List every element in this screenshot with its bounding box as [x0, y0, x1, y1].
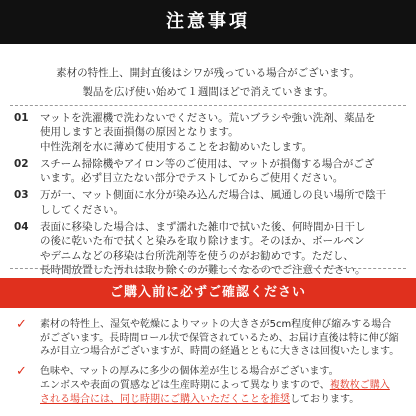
item-text	[40, 188, 406, 217]
item-line: 表面に移染した場合は、まず濡れた雑巾で拭いた後、何時間か日干し	[40, 221, 366, 234]
item-line: スチーム掃除機やアイロン等のご使用は、マットが損傷する場合がござ	[40, 157, 375, 170]
item-number: 04	[14, 221, 29, 234]
note-line: 色味や、マットの厚みに多少の個体差が生じる場合がございます。	[40, 366, 339, 378]
intro-text	[0, 64, 416, 102]
item-number: 03	[14, 189, 29, 202]
note-line: がございます。長時間ロール状で保管されているため、お届け直後は特に伸び縮	[40, 332, 399, 344]
page-title: 注意事項	[0, 0, 416, 44]
intro-line: 素材の特性上、開封直後はシワが残っている場合がございます。	[56, 67, 360, 79]
note-highlight: される場合には、同じ時期にご購入いただくことを推奨	[40, 393, 290, 405]
item-line: 中性洗剤を水に薄めて使用することをお勧めいたします。	[40, 140, 313, 153]
divider	[10, 268, 406, 269]
note-item	[16, 318, 408, 359]
caution-item-01	[14, 111, 406, 154]
caution-item-03	[14, 188, 406, 217]
caution-item-02	[14, 157, 406, 186]
note-line	[40, 379, 408, 393]
note-line	[40, 393, 408, 407]
item-number: 02	[14, 157, 29, 170]
note-text	[40, 318, 408, 359]
item-line: 使用しますと表面損傷の原因となります。	[40, 126, 239, 139]
divider	[10, 105, 406, 106]
note-line: みが目立つ場合がございますが、時間の経過とともに大きさは回復いたします。	[40, 346, 400, 358]
check-icon: ✓	[16, 317, 27, 332]
note-segment: エンボスや表面の質感などは生産時期によって異なりますので、	[40, 379, 330, 391]
caution-list	[14, 111, 406, 280]
item-number: 01	[14, 112, 29, 124]
item-line: 万が一、マット側面に水分が染み込んだ場合は、風通しの良い場所で陰干	[40, 189, 387, 202]
item-text	[40, 111, 406, 154]
item-line: やデニムなどの移染は台所洗剤等を使うのがお勧めです。ただし、	[40, 249, 354, 262]
item-line: の後に乾いた布で拭くと染みを取り除けます。そのほか、ボールペン	[40, 235, 365, 248]
item-line: 長時間放置した汚れは取り除くのが難しくなるのでご注意ください。	[40, 263, 366, 276]
item-line: ししてください。	[40, 203, 124, 216]
item-line: マットを洗濯機で洗わないでください。荒いブラシや強い洗剤、薬品を	[40, 112, 376, 124]
note-highlight: 複数枚ご購入	[329, 379, 390, 391]
note-line: 素材の特性上、湿気や乾燥によりマットの大きさが5cm程度伸び縮みする場合	[40, 319, 392, 330]
item-line: います。必ず目立たない部分でテストしてからご使用ください。	[40, 172, 344, 185]
check-icon: ✓	[16, 364, 27, 380]
purchase-notice-banner: ご購入前に必ずご確認ください	[0, 278, 416, 308]
note-segment: しております。	[290, 393, 360, 405]
purchase-notes	[16, 318, 408, 412]
item-text	[40, 157, 406, 186]
intro-line: 製品を広げ使い始めて１週間ほどで消えていきます。	[82, 86, 334, 98]
note-text	[40, 365, 408, 406]
note-item	[16, 365, 408, 406]
